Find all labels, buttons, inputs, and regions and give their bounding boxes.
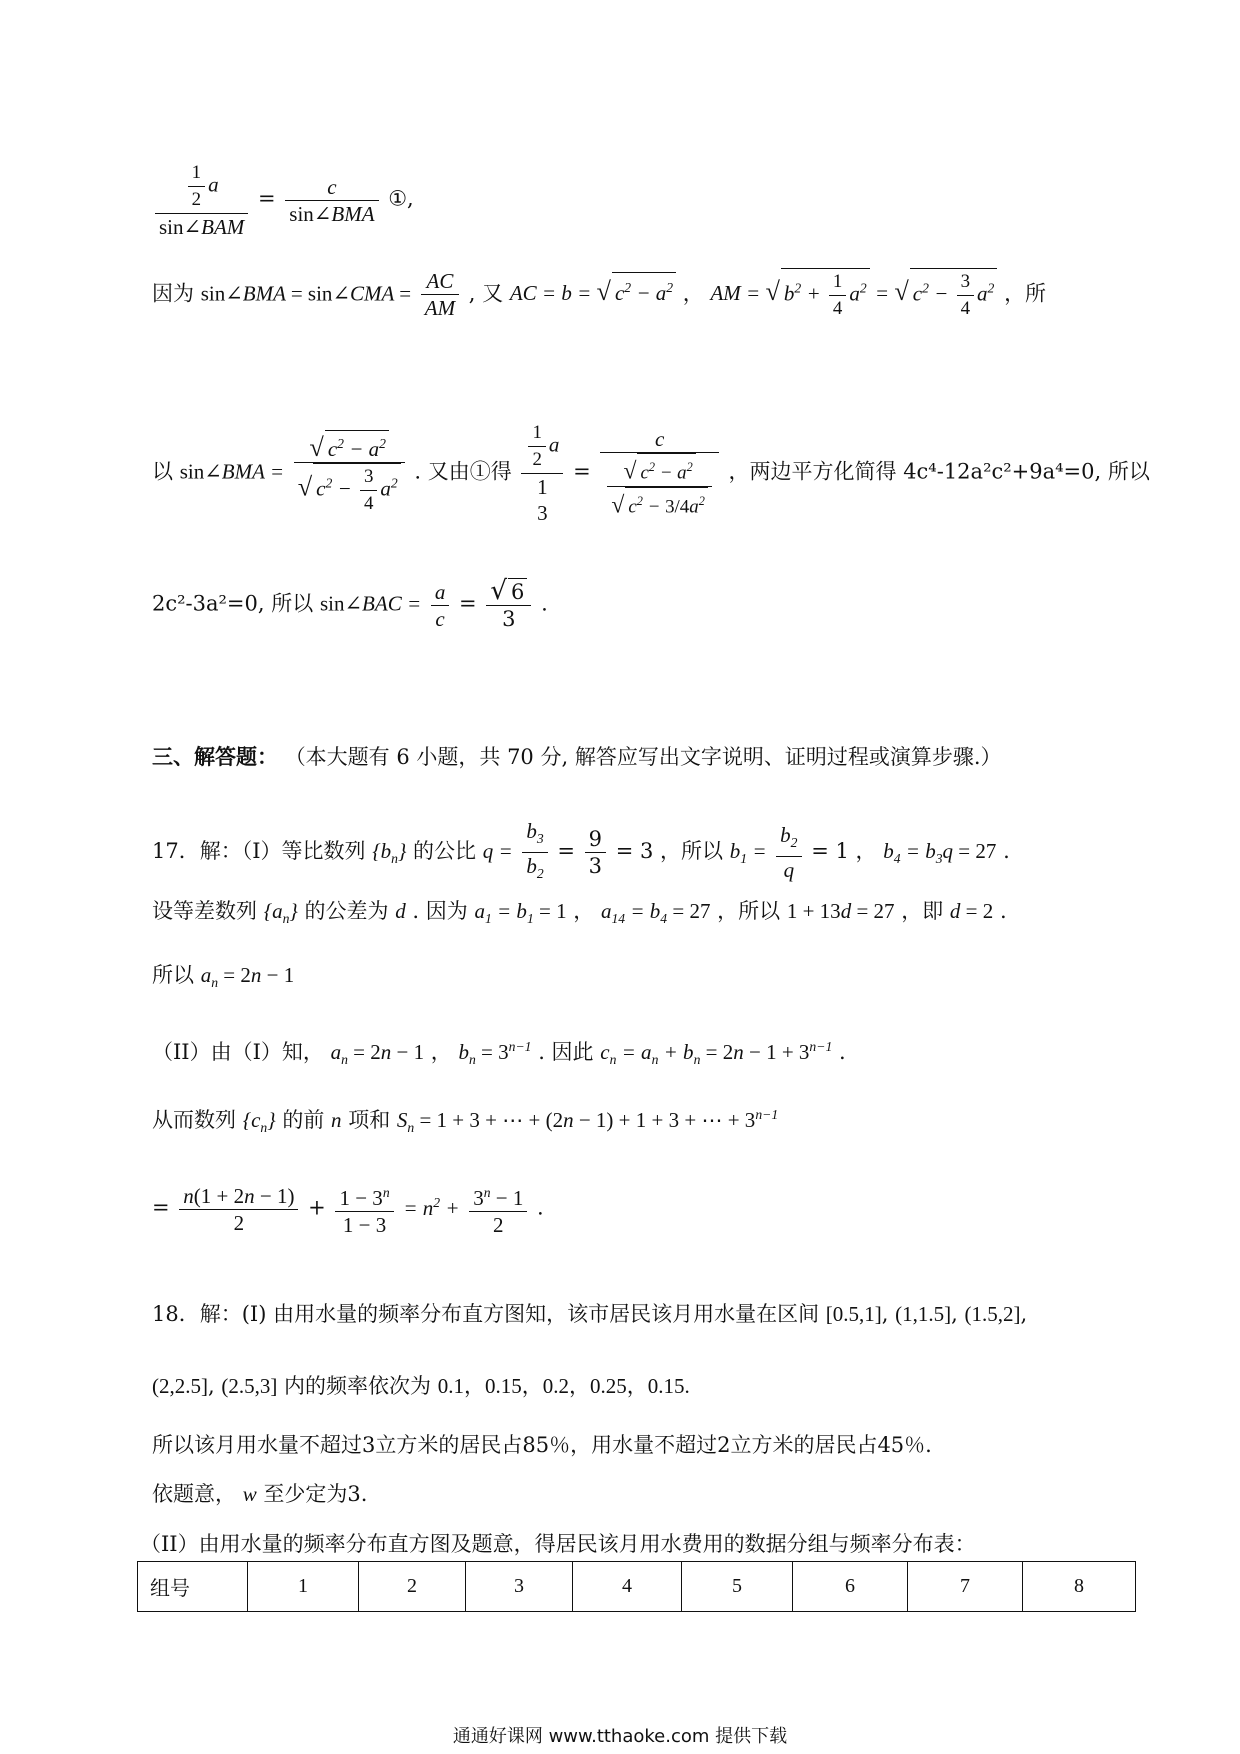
table-header-cell: 组号	[138, 1562, 248, 1612]
q18-line-3: 所以该月用水量不超过3立方米的居民占85％，用水量不超过2立方米的居民占45％.	[152, 1433, 932, 1457]
line-result: 2c²-3a²=0, 所以 sin∠BAC = $\frac{a}{c}$ = $\frac{√ 6}{3}$ .	[152, 576, 548, 631]
table-cell: 3	[466, 1562, 573, 1612]
q17-line-1: 17．解：（I）等比数列 $\{b_n\}$ 的公比 q = $\frac{b_3}{b_2}$ = $\frac{9}{3}$ = 3 ，所以 $b_1$ = $\frac{b_2}{q}$ = 1 ， $b_4 = b_3q = 27$ .	[152, 818, 1010, 887]
q17-line-3: 所以 $a_n = 2n - 1$	[152, 963, 295, 991]
q17-line-6: = $\frac{n(1 + 2n - 1)}{2}$ + $\frac{1 - 3^n}{1 - 3}$ = $n^2$ + $\frac{3^n - 1}{2}$ .	[152, 1183, 544, 1237]
table-cell: 4	[573, 1562, 682, 1612]
section-heading: 三、解答题： （本大题有 6 小题，共 70 分, 解答应写出文字说明、证明过程或演算步骤.）	[152, 745, 1002, 769]
line-substitute: 以 sin∠BMA = √ $c^2 - a^2$ √ $c^2$ − $\frac{3}{4}$ $a^2$ . 又由①得 $\frac{1}{2}$ a 1 3 = $\frac{c}{\frac{√ c^2 - a^2}{√ c^2 - 3/4a^2}}$ ，两边平方化简得 4c⁴-12a²c²+9a⁴=0, 所以	[152, 422, 1150, 525]
q18-line-4: 依题意， w 至少定为3.	[152, 1482, 368, 1506]
line-sin-bma: 因为 sin∠BMA = sin∠CMA = $\frac{AC}{AM}$ , 又 AC = b = √ $c^2 - a^2$ ， AM = √ $b^2$ + $\frac{1}{4}$ $a^2$ = √ $c^2$ − $\frac{3}{4}$ $a^2$ ，所	[152, 269, 1047, 321]
table-cell: 8	[1023, 1562, 1136, 1612]
footer-text: 通通好课网 www.tthaoke.com 提供下载	[452, 1726, 788, 1747]
q18-line-1: 18．解：(I) 由用水量的频率分布直方图知，该市居民该月用水量在区间 [0.5,1], (1,1.5], (1.5,2],	[152, 1302, 1028, 1326]
q17-line-4: （II）由（I）知， $a_n = 2n - 1$ ， $b_n = 3^{n-1}$ . 因此 $c_n = a_n + b_n = 2n - 1 + 3^{n-1}$ .	[152, 1039, 846, 1068]
table-cell: 2	[359, 1562, 466, 1612]
table-row	[138, 1562, 1136, 1612]
q18-line-5: （II）由用水量的频率分布直方图及题意，得居民该月用水费用的数据分组与频率分布表：	[140, 1532, 976, 1556]
circled-one: ①,	[388, 186, 414, 211]
table-cell: 1	[248, 1562, 359, 1612]
table-cell: 6	[793, 1562, 908, 1612]
group-table	[137, 1561, 1136, 1612]
q17-line-2: 设等差数列 $\{a_n\}$ 的公差为 d . 因为 $a_1 = b_1 = 1$ ， $a_{14} = b_4 = 27$ ，所以 1 + 13d = 27 ，即 d = 2 .	[152, 899, 1007, 927]
equation-1: $\frac{1}{2}$ a sin∠BAM = $\frac{c}{\text{sin∠BMA}}$ ①,	[152, 160, 414, 240]
table-cell: 5	[682, 1562, 793, 1612]
table-cell: 7	[908, 1562, 1023, 1612]
q18-line-2: (2,2.5], (2.5,3] 内的频率依次为 0.1，0.15，0.2，0.25，0.15.	[152, 1374, 690, 1398]
q17-line-5: 从而数列 $\{c_n\}$ 的前 n 项和 $S_n = 1 + 3$ + ⋯ + (2n − 1) + 1 + 3 + ⋯ + $3^{n-1}$	[152, 1107, 779, 1136]
